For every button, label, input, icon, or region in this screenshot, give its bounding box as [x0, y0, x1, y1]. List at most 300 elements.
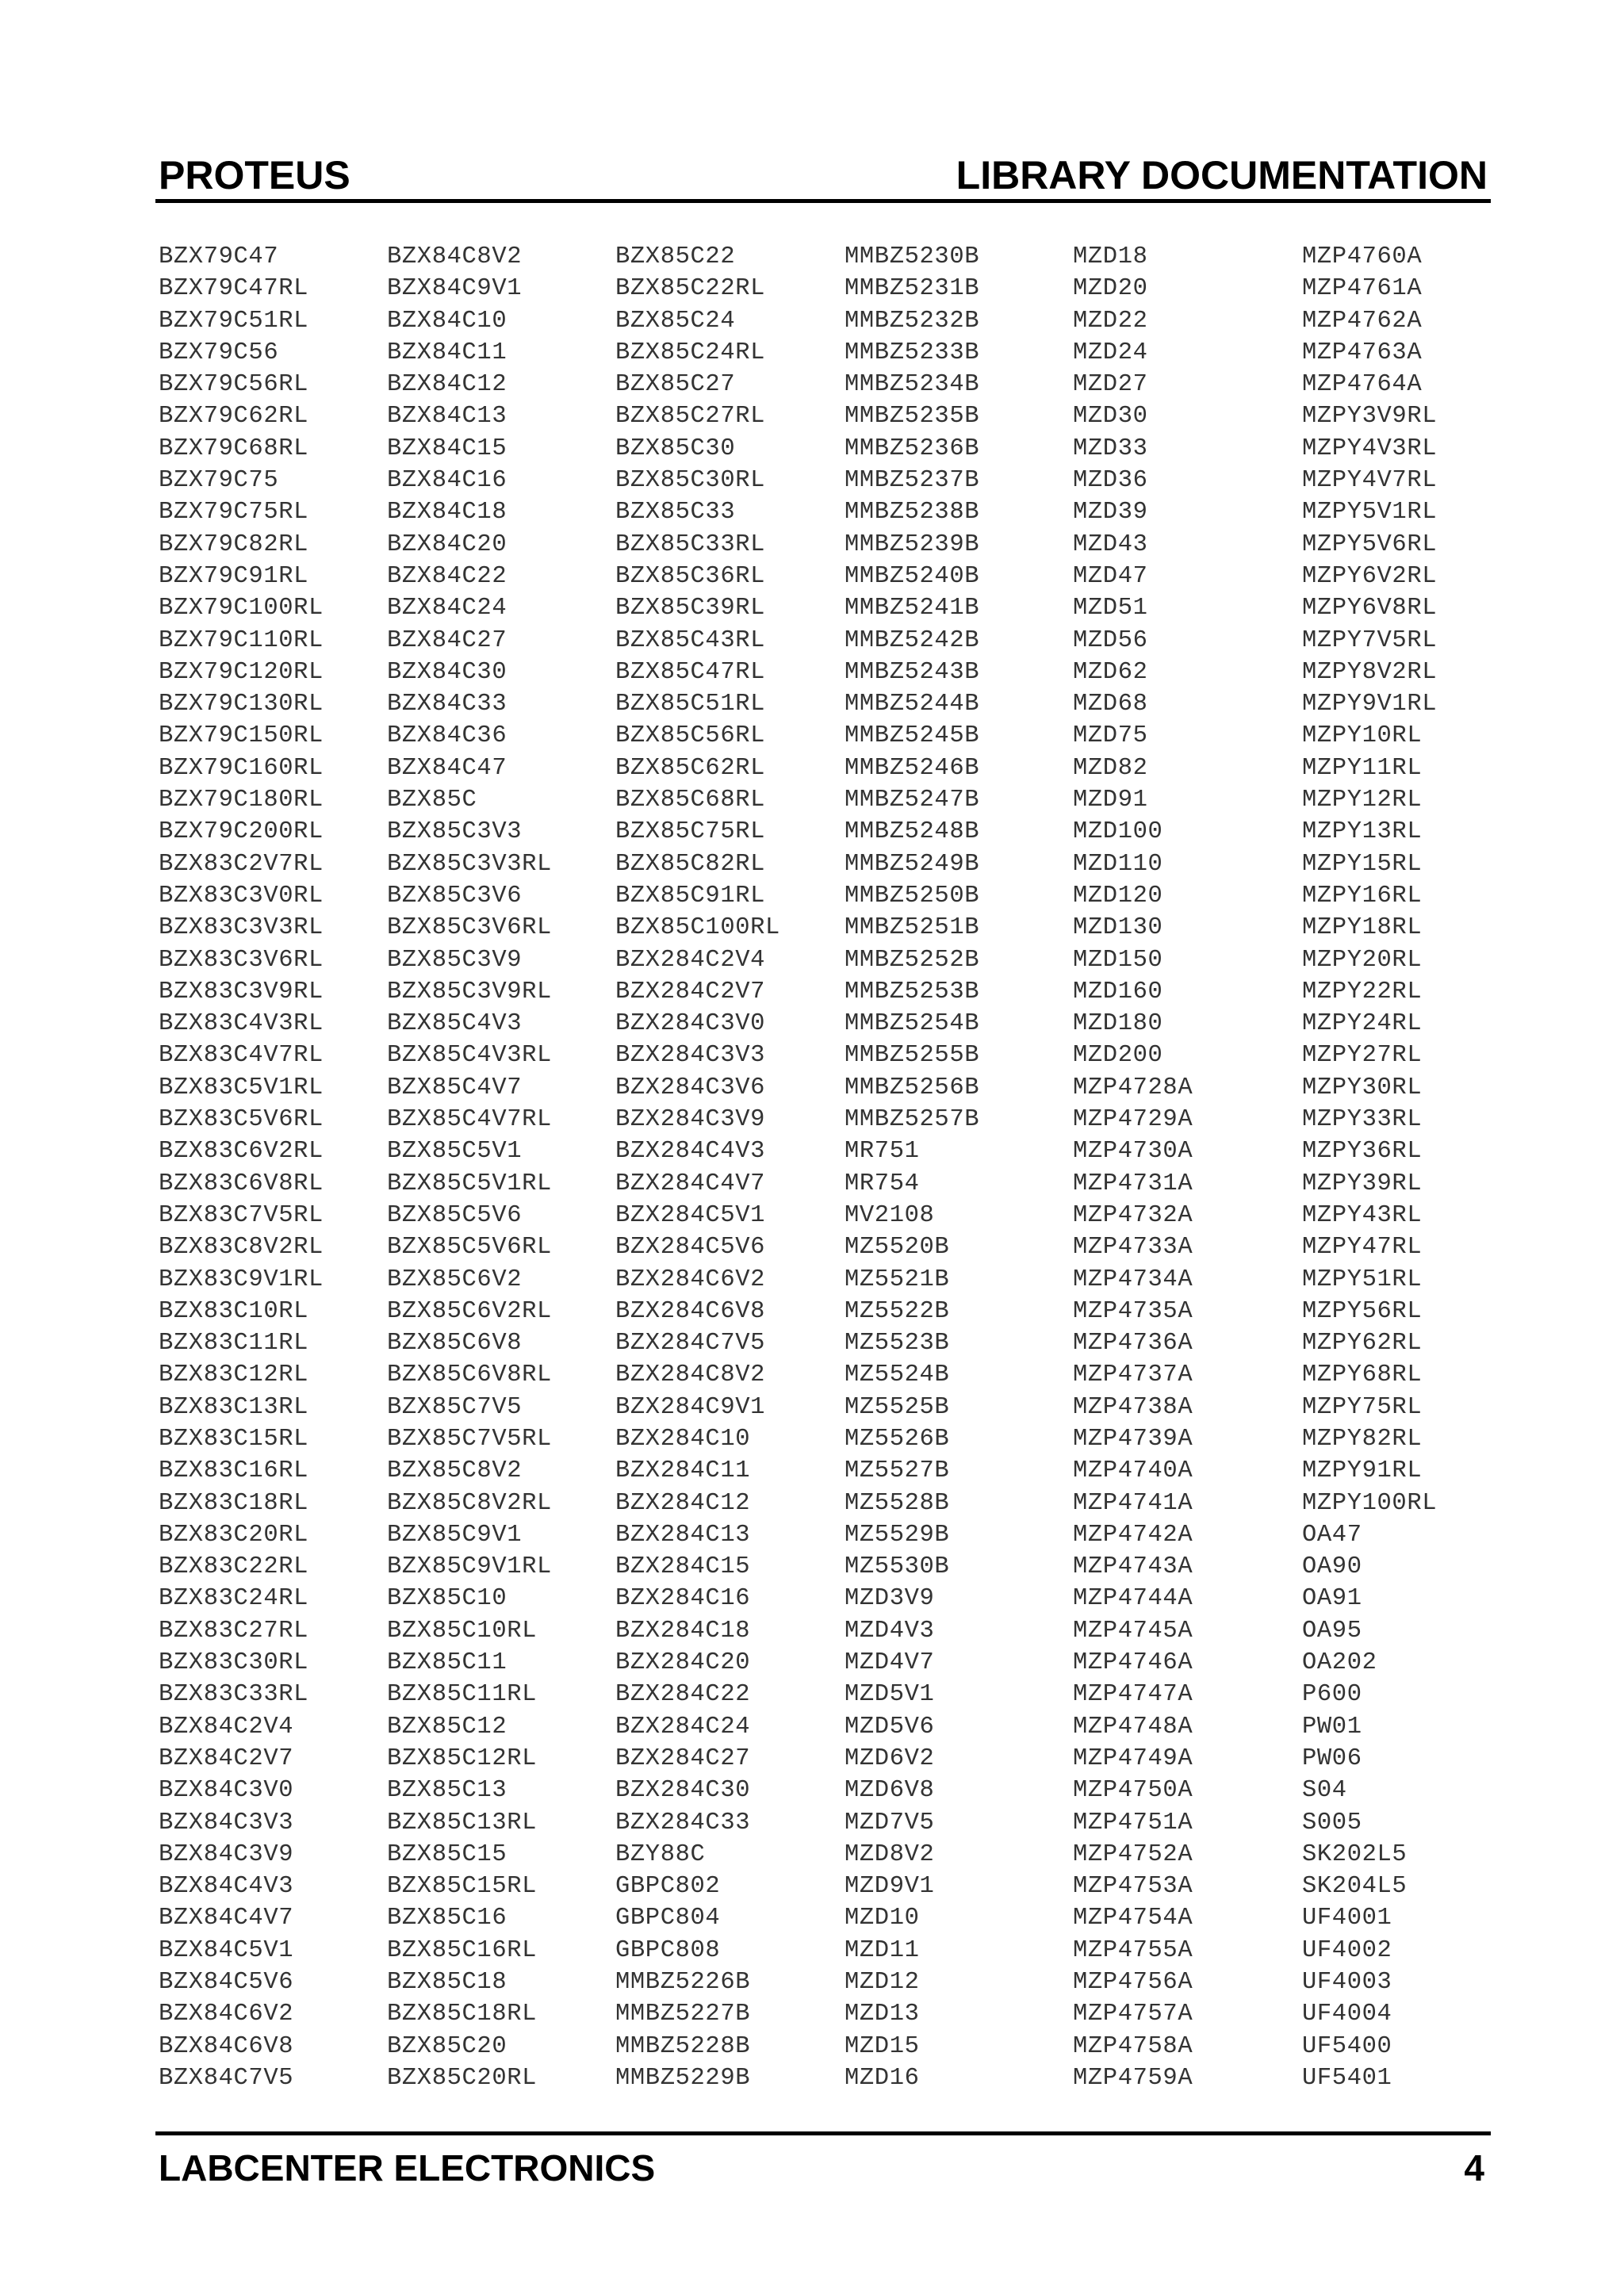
list-item: BZX85C16RL — [387, 1936, 538, 1964]
list-item: BZX284C24 — [615, 1713, 751, 1741]
list-item: MMBZ5236B — [845, 435, 980, 462]
list-item: BZX284C12 — [615, 1489, 751, 1517]
list-item: BZX85C8V2 — [387, 1457, 523, 1485]
list-item: BZX85C91RL — [615, 882, 766, 910]
list-item: BZX83C13RL — [159, 1393, 309, 1421]
list-item: BZX83C22RL — [159, 1553, 309, 1581]
page-footer — [159, 2144, 1484, 2192]
list-item: BZX84C6V2 — [159, 2001, 294, 2028]
list-item: MZ5526B — [845, 1425, 950, 1453]
header-section: LIBRARY DOCUMENTATION — [956, 153, 1488, 197]
list-item: BZX284C6V8 — [615, 1297, 766, 1325]
list-item: MZPY6V2RL — [1302, 562, 1438, 590]
list-item: MZD16 — [845, 2064, 920, 2092]
list-item: BZX284C3V0 — [615, 1010, 766, 1038]
list-item: MMBZ5250B — [845, 882, 980, 910]
list-item: MZP4749A — [1073, 1744, 1193, 1772]
list-item: P600 — [1302, 1681, 1362, 1709]
list-item: BZX284C5V6 — [615, 1234, 766, 1262]
list-item: BZX284C30 — [615, 1777, 751, 1805]
list-item: UF5400 — [1302, 2032, 1392, 2060]
list-item: BZX83C11RL — [159, 1330, 309, 1358]
list-item: BZX83C33RL — [159, 1681, 309, 1709]
list-item: BZX83C10RL — [159, 1297, 309, 1325]
list-item: MZD13 — [845, 2001, 920, 2028]
list-item: BZX83C24RL — [159, 1585, 309, 1613]
list-item: MZP4756A — [1073, 1969, 1193, 1997]
list-item: BZX85C18RL — [387, 2001, 538, 2028]
list-item: MZPY4V7RL — [1302, 467, 1438, 495]
list-item: MZD20 — [1073, 275, 1148, 303]
list-item: MZD24 — [1073, 339, 1148, 366]
list-item: BZX85C15 — [387, 1840, 508, 1868]
list-item: BZX85C5V6RL — [387, 1234, 552, 1262]
list-item: GBPC802 — [615, 1873, 721, 1901]
list-item: BZX284C3V9 — [615, 1106, 766, 1134]
list-item: MMBZ5257B — [845, 1106, 980, 1134]
list-item: MZP4742A — [1073, 1521, 1193, 1549]
list-item: MZPY24RL — [1302, 1010, 1423, 1038]
list-item: MZ5525B — [845, 1393, 950, 1421]
list-item: MMBZ5227B — [615, 2001, 751, 2028]
list-item: BZX85C10RL — [387, 1617, 538, 1645]
list-item: BZX85C3V3RL — [387, 850, 552, 878]
list-item: BZX84C2V7 — [159, 1744, 294, 1772]
list-item: BZX84C2V4 — [159, 1713, 294, 1741]
list-item: MZD100 — [1073, 818, 1163, 846]
list-item: BZX84C36 — [387, 722, 508, 750]
list-item: MZP4738A — [1073, 1393, 1193, 1421]
list-item: BZX83C6V2RL — [159, 1138, 324, 1166]
list-item: BZX284C4V7 — [615, 1170, 766, 1197]
list-item: BZX85C5V1 — [387, 1138, 523, 1166]
list-item: BZX84C7V5 — [159, 2064, 294, 2092]
list-item: BZX85C27 — [615, 371, 736, 399]
list-item: MMBZ5249B — [845, 850, 980, 878]
list-item: BZX84C16 — [387, 467, 508, 495]
list-item: BZX79C91RL — [159, 562, 309, 590]
list-item: BZX83C5V6RL — [159, 1106, 324, 1134]
list-item: BZX85C13RL — [387, 1809, 538, 1836]
list-item: BZX85C5V1RL — [387, 1170, 552, 1197]
list-item: BZX85C3V9 — [387, 946, 523, 974]
list-item: MZP4755A — [1073, 1936, 1193, 1964]
list-item: BZX84C4V7 — [159, 1905, 294, 1932]
list-item: BZX84C30 — [387, 658, 508, 686]
list-item: MZD200 — [1073, 1042, 1163, 1070]
list-item: BZX79C47 — [159, 243, 279, 270]
list-item: BZX79C62RL — [159, 403, 309, 431]
list-item: MMBZ5251B — [845, 914, 980, 942]
list-item: MZP4729A — [1073, 1106, 1193, 1134]
list-item: MZPY82RL — [1302, 1425, 1423, 1453]
list-item: BZX284C20 — [615, 1649, 751, 1677]
list-item: MMBZ5226B — [615, 1969, 751, 1997]
list-item: BZX85C27RL — [615, 403, 766, 431]
list-item: MZPY91RL — [1302, 1457, 1423, 1485]
list-item: OA91 — [1302, 1585, 1362, 1613]
list-item: MZPY43RL — [1302, 1201, 1423, 1229]
list-item: MMBZ5252B — [845, 946, 980, 974]
list-item: MZD27 — [1073, 371, 1148, 399]
list-item: BZX85C12 — [387, 1713, 508, 1741]
list-item: BZX83C4V7RL — [159, 1042, 324, 1070]
list-item: BZX84C27 — [387, 626, 508, 654]
list-item: BZX85C24 — [615, 307, 736, 335]
list-item: MZ5522B — [845, 1297, 950, 1325]
list-item: BZX84C15 — [387, 435, 508, 462]
list-column — [387, 241, 625, 2094]
list-item: MZD47 — [1073, 562, 1148, 590]
list-column — [845, 241, 1082, 2094]
list-item: BZX284C33 — [615, 1809, 751, 1836]
list-item: BZX84C12 — [387, 371, 508, 399]
list-item: OA95 — [1302, 1617, 1362, 1645]
list-item: MZPY15RL — [1302, 850, 1423, 878]
list-item: MZD51 — [1073, 595, 1148, 622]
list-item: MZD15 — [845, 2032, 920, 2060]
list-item: BZX284C3V3 — [615, 1042, 766, 1070]
list-item: BZX79C120RL — [159, 658, 324, 686]
list-item: MZD82 — [1073, 754, 1148, 782]
list-item: MZPY47RL — [1302, 1234, 1423, 1262]
list-item: MMBZ5243B — [845, 658, 980, 686]
list-item: MMBZ5248B — [845, 818, 980, 846]
list-item: BZX85C10 — [387, 1585, 508, 1613]
list-item: BZX284C13 — [615, 1521, 751, 1549]
list-item: BZX83C3V0RL — [159, 882, 324, 910]
list-item: MZ5523B — [845, 1330, 950, 1358]
list-item: BZX85C39RL — [615, 595, 766, 622]
list-item: BZX284C22 — [615, 1681, 751, 1709]
list-item: BZX85C82RL — [615, 850, 766, 878]
header-title: PROTEUS — [159, 153, 350, 197]
list-item: MZPY10RL — [1302, 722, 1423, 750]
list-item: PW01 — [1302, 1713, 1362, 1741]
list-item: MZD68 — [1073, 691, 1148, 718]
list-item: MZPY8V2RL — [1302, 658, 1438, 686]
list-item: BZX85C22RL — [615, 275, 766, 303]
list-item: MZP4733A — [1073, 1234, 1193, 1262]
footer-rule — [155, 2131, 1491, 2135]
list-item: MMBZ5234B — [845, 371, 980, 399]
list-item: BZX85C20 — [387, 2032, 508, 2060]
list-item: BZX83C3V6RL — [159, 946, 324, 974]
list-item: MZP4737A — [1073, 1361, 1193, 1389]
list-item: MZ5524B — [845, 1361, 950, 1389]
list-item: MZP4758A — [1073, 2032, 1193, 2060]
list-column — [159, 241, 396, 2094]
list-item: MZP4730A — [1073, 1138, 1193, 1166]
list-item: BZX84C3V3 — [159, 1809, 294, 1836]
list-item: MMBZ5246B — [845, 754, 980, 782]
list-item: SK204L5 — [1302, 1873, 1408, 1901]
list-item: S005 — [1302, 1809, 1362, 1836]
list-item: BZX83C30RL — [159, 1649, 309, 1677]
list-item: BZX284C6V2 — [615, 1266, 766, 1293]
list-item: MZP4764A — [1302, 371, 1423, 399]
list-item: MZPY75RL — [1302, 1393, 1423, 1421]
list-item: MMBZ5230B — [845, 243, 980, 270]
list-item: MZP4762A — [1302, 307, 1423, 335]
list-item: MZP4734A — [1073, 1266, 1193, 1293]
list-item: MZD7V5 — [845, 1809, 935, 1836]
list-item: BZX79C68RL — [159, 435, 309, 462]
list-item: UF4001 — [1302, 1905, 1392, 1932]
list-item: BZX84C22 — [387, 562, 508, 590]
list-item: MZ5527B — [845, 1457, 950, 1485]
list-item: MZP4760A — [1302, 243, 1423, 270]
list-item: MZD6V8 — [845, 1777, 935, 1805]
list-column — [1302, 241, 1540, 2094]
list-item: BZX79C160RL — [159, 754, 324, 782]
list-item: MZP4728A — [1073, 1074, 1193, 1101]
list-item: MZP4741A — [1073, 1489, 1193, 1517]
list-item: MZD36 — [1073, 467, 1148, 495]
list-item: BZX85C30RL — [615, 467, 766, 495]
list-item: BZX284C5V1 — [615, 1201, 766, 1229]
list-item: BZX79C75RL — [159, 499, 309, 527]
list-item: MMBZ5229B — [615, 2064, 751, 2092]
list-item: MZP4759A — [1073, 2064, 1193, 2092]
list-item: MZPY7V5RL — [1302, 626, 1438, 654]
list-item: MZP4747A — [1073, 1681, 1193, 1709]
list-item: BZX85C75RL — [615, 818, 766, 846]
list-item: MZD56 — [1073, 626, 1148, 654]
list-item: BZX284C10 — [615, 1425, 751, 1453]
list-item: MZPY27RL — [1302, 1042, 1423, 1070]
list-item: MZP4731A — [1073, 1170, 1193, 1197]
list-item: MZPY20RL — [1302, 946, 1423, 974]
list-item: MZPY13RL — [1302, 818, 1423, 846]
list-item: BZX85C3V6RL — [387, 914, 552, 942]
list-item: OA202 — [1302, 1649, 1377, 1677]
list-item: BZX83C3V3RL — [159, 914, 324, 942]
list-item: MMBZ5244B — [845, 691, 980, 718]
list-item: MZP4752A — [1073, 1840, 1193, 1868]
list-item: BZX83C16RL — [159, 1457, 309, 1485]
list-item: MZPY62RL — [1302, 1330, 1423, 1358]
list-item: MZD120 — [1073, 882, 1163, 910]
list-item: MZPY36RL — [1302, 1138, 1423, 1166]
list-item: MZD110 — [1073, 850, 1163, 878]
list-item: BZX85C3V6 — [387, 882, 523, 910]
list-item: BZX85C7V5 — [387, 1393, 523, 1421]
list-item: MZD12 — [845, 1969, 920, 1997]
list-item: BZX85C22 — [615, 243, 736, 270]
list-item: MZ5521B — [845, 1266, 950, 1293]
list-item: MZPY51RL — [1302, 1266, 1423, 1293]
list-item: MZPY18RL — [1302, 914, 1423, 942]
list-item: MZP4740A — [1073, 1457, 1193, 1485]
list-item: MZ5520B — [845, 1234, 950, 1262]
list-item: BZX79C150RL — [159, 722, 324, 750]
list-item: BZX85C18 — [387, 1969, 508, 1997]
list-item: BZX79C82RL — [159, 530, 309, 558]
page-header — [159, 151, 1488, 198]
list-item: OA90 — [1302, 1553, 1362, 1581]
list-item: BZX85C3V3 — [387, 818, 523, 846]
list-item: BZX83C8V2RL — [159, 1234, 324, 1262]
list-item: BZX84C10 — [387, 307, 508, 335]
list-item: BZX83C12RL — [159, 1361, 309, 1389]
list-item: MZD8V2 — [845, 1840, 935, 1868]
list-item: MZD130 — [1073, 914, 1163, 942]
list-item: MMBZ5233B — [845, 339, 980, 366]
list-item: MZP4748A — [1073, 1713, 1193, 1741]
list-item: GBPC804 — [615, 1905, 721, 1932]
component-list — [159, 241, 1507, 2112]
list-item: BZX85C33 — [615, 499, 736, 527]
list-item: MZ5529B — [845, 1521, 950, 1549]
list-item: BZX79C47RL — [159, 275, 309, 303]
list-item: BZX84C4V3 — [159, 1873, 294, 1901]
list-item: MZP4743A — [1073, 1553, 1193, 1581]
list-item: MZP4744A — [1073, 1585, 1193, 1613]
list-item: MMBZ5240B — [845, 562, 980, 590]
list-item: MMBZ5254B — [845, 1010, 980, 1038]
list-column — [615, 241, 853, 2094]
list-item: BZX83C6V8RL — [159, 1170, 324, 1197]
list-item: MMBZ5231B — [845, 275, 980, 303]
list-item: BZX85C100RL — [615, 914, 780, 942]
list-item: BZX284C3V6 — [615, 1074, 766, 1101]
list-item: MZPY3V9RL — [1302, 403, 1438, 431]
list-item: MZD11 — [845, 1936, 920, 1964]
list-item: MMBZ5247B — [845, 787, 980, 814]
list-item: BZX85C15RL — [387, 1873, 538, 1901]
list-item: MZP4753A — [1073, 1873, 1193, 1901]
list-item: MZPY100RL — [1302, 1489, 1438, 1517]
list-item: BZX85C8V2RL — [387, 1489, 552, 1517]
list-item: BZX84C9V1 — [387, 275, 523, 303]
list-item: MZD33 — [1073, 435, 1148, 462]
list-item: MZP4739A — [1073, 1425, 1193, 1453]
list-item: BZX85C68RL — [615, 787, 766, 814]
list-item: BZX85C6V2 — [387, 1266, 523, 1293]
list-item: BZX83C7V5RL — [159, 1201, 324, 1229]
list-item: BZX84C11 — [387, 339, 508, 366]
list-item: MZPY5V6RL — [1302, 530, 1438, 558]
list-item: BZY88C — [615, 1840, 706, 1868]
list-item: BZX85C6V2RL — [387, 1297, 552, 1325]
list-item: BZX85C43RL — [615, 626, 766, 654]
list-item: BZX85C11 — [387, 1649, 508, 1677]
list-item: BZX83C5V1RL — [159, 1074, 324, 1101]
list-item: MZPY9V1RL — [1302, 691, 1438, 718]
list-item: BZX79C51RL — [159, 307, 309, 335]
list-item: BZX79C75 — [159, 467, 279, 495]
list-item: BZX284C18 — [615, 1617, 751, 1645]
list-item: MZD180 — [1073, 1010, 1163, 1038]
list-item: MZP4746A — [1073, 1649, 1193, 1677]
list-item: BZX284C15 — [615, 1553, 751, 1581]
list-item: UF4002 — [1302, 1936, 1392, 1964]
list-item: UF5401 — [1302, 2064, 1392, 2092]
list-column — [1073, 241, 1311, 2094]
list-item: BZX79C200RL — [159, 818, 324, 846]
list-item: MZPY5V1RL — [1302, 499, 1438, 527]
list-item: MZP4757A — [1073, 2001, 1193, 2028]
list-item: BZX79C100RL — [159, 595, 324, 622]
list-item: BZX85C11RL — [387, 1681, 538, 1709]
list-item: BZX284C27 — [615, 1744, 751, 1772]
list-item: UF4003 — [1302, 1969, 1392, 1997]
list-item: BZX79C56RL — [159, 371, 309, 399]
list-item: MMBZ5241B — [845, 595, 980, 622]
list-item: MZ5528B — [845, 1489, 950, 1517]
list-item: BZX284C2V4 — [615, 946, 766, 974]
list-item: BZX83C4V3RL — [159, 1010, 324, 1038]
list-item: BZX84C24 — [387, 595, 508, 622]
list-item: BZX84C33 — [387, 691, 508, 718]
list-item: MZP4751A — [1073, 1809, 1193, 1836]
list-item: BZX84C8V2 — [387, 243, 523, 270]
list-item: MMBZ5255B — [845, 1042, 980, 1070]
list-item: MZPY56RL — [1302, 1297, 1423, 1325]
list-item: BZX85C9V1RL — [387, 1553, 552, 1581]
list-item: MZPY30RL — [1302, 1074, 1423, 1101]
list-item: BZX84C20 — [387, 530, 508, 558]
list-item: MMBZ5256B — [845, 1074, 980, 1101]
list-item: BZX85C36RL — [615, 562, 766, 590]
list-item: MZD22 — [1073, 307, 1148, 335]
list-item: MMBZ5253B — [845, 978, 980, 1005]
list-item: MZP4745A — [1073, 1617, 1193, 1645]
list-item: BZX85C62RL — [615, 754, 766, 782]
list-item: BZX84C5V1 — [159, 1936, 294, 1964]
list-item: MZ5530B — [845, 1553, 950, 1581]
list-item: MZD91 — [1073, 787, 1148, 814]
list-item: MZPY4V3RL — [1302, 435, 1438, 462]
header-rule — [155, 199, 1491, 203]
list-item: OA47 — [1302, 1521, 1362, 1549]
list-item: BZX83C2V7RL — [159, 850, 324, 878]
list-item: MZD6V2 — [845, 1744, 935, 1772]
list-item: BZX85C20RL — [387, 2064, 538, 2092]
list-item: BZX284C16 — [615, 1585, 751, 1613]
list-item: MZD18 — [1073, 243, 1148, 270]
list-item: BZX83C15RL — [159, 1425, 309, 1453]
list-item: MMBZ5235B — [845, 403, 980, 431]
list-item: MZD10 — [845, 1905, 920, 1932]
list-item: BZX79C56 — [159, 339, 279, 366]
list-item: BZX85C24RL — [615, 339, 766, 366]
list-item: MMBZ5239B — [845, 530, 980, 558]
list-item: BZX85C4V7RL — [387, 1106, 552, 1134]
list-item: MZP4736A — [1073, 1330, 1193, 1358]
list-item: BZX85C6V8 — [387, 1330, 523, 1358]
list-item: MMBZ5228B — [615, 2032, 751, 2060]
list-item: MZD39 — [1073, 499, 1148, 527]
list-item: BZX85C — [387, 787, 477, 814]
list-item: MZPY33RL — [1302, 1106, 1423, 1134]
list-item: BZX284C2V7 — [615, 978, 766, 1005]
list-item: BZX85C9V1 — [387, 1521, 523, 1549]
list-item: BZX85C5V6 — [387, 1201, 523, 1229]
list-item: BZX85C33RL — [615, 530, 766, 558]
list-item: MZD150 — [1073, 946, 1163, 974]
list-item: BZX85C4V7 — [387, 1074, 523, 1101]
list-item: MV2108 — [845, 1201, 935, 1229]
list-item: BZX85C16 — [387, 1905, 508, 1932]
list-item: MZD75 — [1073, 722, 1148, 750]
list-item: BZX84C18 — [387, 499, 508, 527]
list-item: BZX85C4V3 — [387, 1010, 523, 1038]
list-item: MZPY16RL — [1302, 882, 1423, 910]
list-item: MZPY68RL — [1302, 1361, 1423, 1389]
list-item: BZX83C18RL — [159, 1489, 309, 1517]
